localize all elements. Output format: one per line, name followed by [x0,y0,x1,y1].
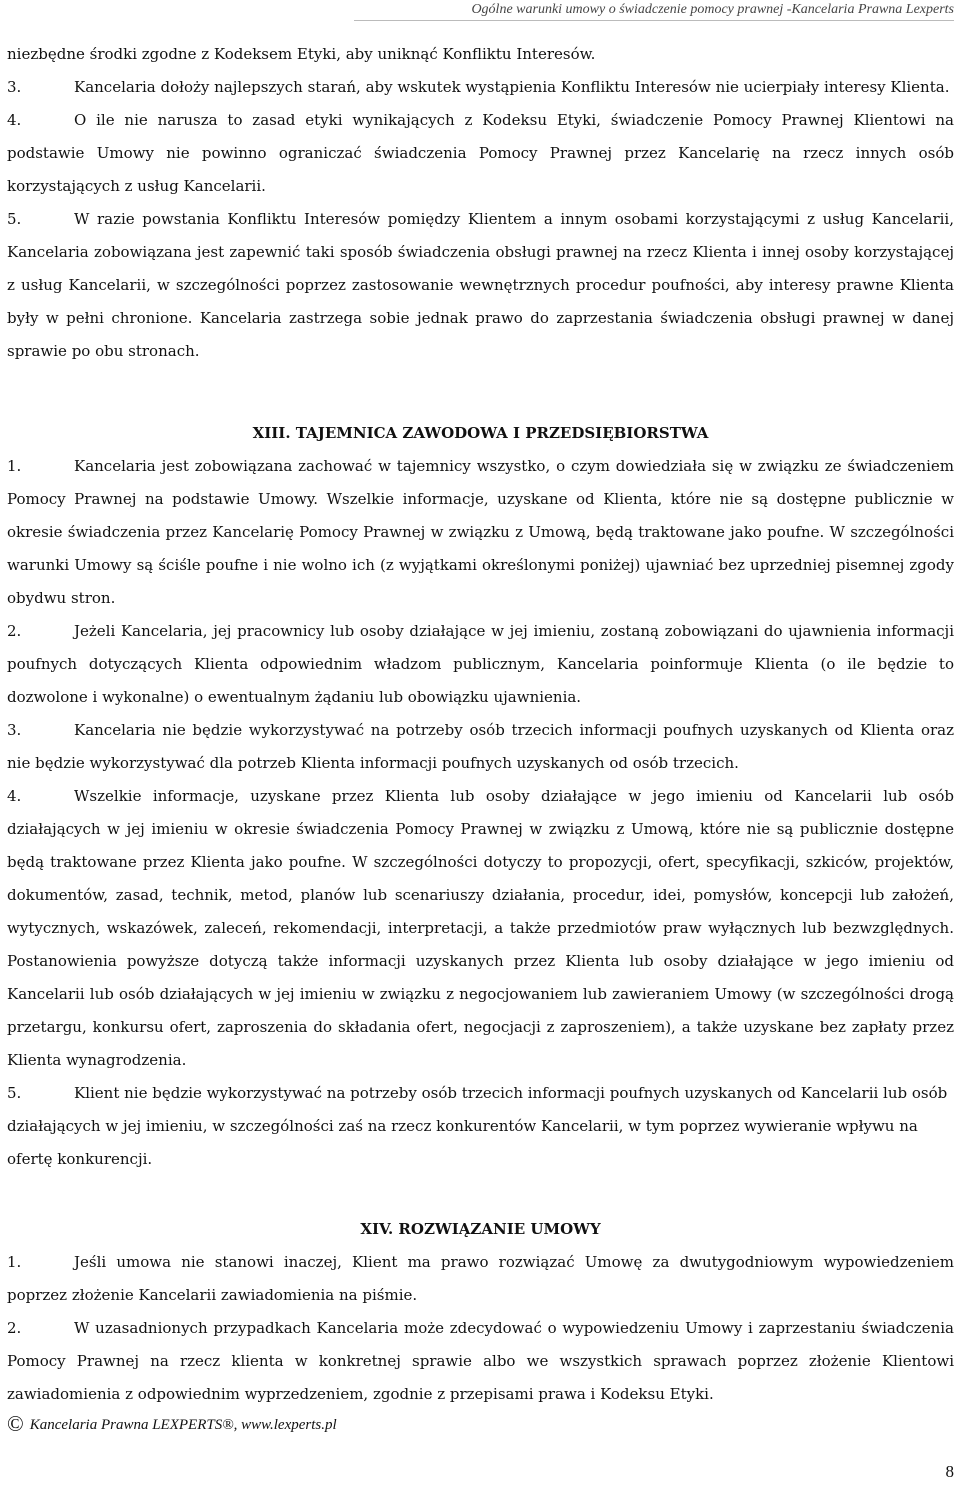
copyright-icon: © [7,1411,24,1436]
item-number: 3. [7,721,22,739]
item-text: W razie powstania Konfliktu Interesów pomiędzy Klientem a innym osobami korzystającymi z usług Kancelarii, Kancelaria zobowiązana jest zapewnić taki sposób świadczenia obsługi prawnej na rzecz Klienta i innej osoby korzystającej z usług Kancelarii, w szczególności poprzez zastosowanie wewnętrznych procedur poufności, aby interesy prawne Klienta były w pełni chronione. Kancelaria zastrzega sobie jednak prawo do zaprzestania świadczenia obsługi prawnej w danej sprawie po obu stronach. [7,210,954,360]
list-item-xiv-2 [7,1312,954,1411]
item-text: O ile nie narusza to zasad etyki wynikających z Kodeksu Etyki, świadczenie Pomocy Prawnej Klientowi na podstawie Umowy nie powinno ograniczać świadczenia Pomocy Prawnej przez Kancelarię na rzecz innych osób korzystających z usług Kancelarii. [7,111,954,195]
list-item-xiii-1 [7,450,954,615]
item-number: 1. [7,457,22,475]
list-item-prev-5 [7,203,954,368]
item-number: 4. [7,111,22,129]
list-item-xiii-2 [7,615,954,714]
item-number: 2. [7,622,22,640]
item-text: Kancelaria jest zobowiązana zachować w tajemnicy wszystko, o czym dowiedziała się w związku ze świadczeniem Pomocy Prawnej na podstawie Umowy. Wszelkie informacje, uzyskane od Klienta, które nie są dostępne publicznie w okresie świadczenia przez Kancelarię Pomocy Prawnej w związku z Umową, będą traktowane jako poufne. W szczególności warunki Umowy są ściśle poufne i nie wolno ich (z wyjątkami określonymi poniżej) ujawniać bez uprzedniej pisemnej zgody obydwu stron. [7,457,954,607]
item-number: 5. [7,210,22,228]
running-header: Ogólne warunki umowy o świadczenie pomocy prawnej -Kancelaria Prawna Lexperts [354,1,954,21]
list-item-xiii-5 [7,1077,954,1176]
item-text: Kancelaria nie będzie wykorzystywać na potrzeby osób trzecich informacji poufnych uzyskanych od Klienta oraz nie będzie wykorzystywać dla potrzeb Klienta informacji poufnych uzyskanych od osób trzecich. [7,721,954,772]
item-number: 1. [7,1253,22,1271]
list-item-xiii-4 [7,780,954,1077]
page-number: 8 [945,1462,954,1481]
continuation-paragraph: niezbędne środki zgodne z Kodeksem Etyki, aby uniknąć Konfliktu Interesów. [7,45,596,63]
item-number: 5. [7,1084,22,1102]
list-item-prev-4 [7,104,954,203]
item-number: 3. [7,78,22,96]
section-heading-xiv: XIV. ROZWIĄZANIE UMOWY [360,1220,601,1238]
item-text: Kancelaria dołoży najlepszych starań, aby wskutek wystąpienia Konfliktu Interesów nie ucierpiały interesy Klienta. [74,78,950,96]
section-spacer [7,1176,954,1213]
list-item-xiv-1 [7,1246,954,1312]
section-spacer [7,368,954,417]
item-text: Klient nie będzie wykorzystywać na potrzeby osób trzecich informacji poufnych uzyskanych od Kancelarii lub osób działających w jej imieniu, w szczególności zaś na rzecz konkurentów Kancelarii, w tym poprzez wywieranie wpływu na ofertę konkurencji. [7,1084,948,1168]
item-text: Jeśli umowa nie stanowi inaczej, Klient ma prawo rozwiązać Umowę za dwutygodniowym wypowiedzeniem poprzez złożenie Kancelarii zawiadomienia na piśmie. [7,1253,954,1304]
item-number: 4. [7,787,22,805]
list-item-prev-3 [7,71,954,104]
list-item-xiii-3 [7,714,954,780]
document-body [7,38,954,1411]
item-text: W uzasadnionych przypadkach Kancelaria może zdecydować o wypowiedzeniu Umowy i zaprzestaniu świadczenia Pomocy Prawnej na rzecz klienta w konkretnej sprawie albo we wszystkich sprawach poprzez złożenie Klientowi zawiadomienia z odpowiednim wyprzedzeniem, zgodnie z przepisami prawa i Kodeksu Etyki. [7,1319,954,1403]
item-text: Jeżeli Kancelaria, jej pracownicy lub osoby działające w jej imieniu, zostaną zobowiązani do ujawnienia informacji poufnych dotyczących Klienta odpowiednim władzom publicznym, Kancelaria poinformuje Klienta (o ile będzie to dozwolone i wykonalne) o ewentualnym żądaniu lub obowiązku ujawnienia. [7,622,954,706]
item-number: 2. [7,1319,22,1337]
page-footer [7,1413,337,1436]
section-heading-xiii: XIII. TAJEMNICA ZAWODOWA I PRZEDSIĘBIORSTWA [252,424,709,442]
item-text: Wszelkie informacje, uzyskane przez Klienta lub osoby działające w jego imieniu od Kancelarii lub osób działających w jej imieniu w okresie świadczenia Pomocy Prawnej w związku z Umową, które nie są publicznie dostępne będą traktowane przez Klienta jako poufne. W szczególności dotyczy to propozycji, ofert, specyfikacji, szkiców, projektów, dokumentów, zasad, technik, metod, planów lub scenariuszy działania, procedur, idei, pomysłów, koncepcji lub założeń, wytycznych, wskazówek, zaleceń, rekomendacji, interpretacji, a także przedmiotów praw wyłącznych lub bezwzględnych. Postanowienia powyższe dotyczą także informacji uzyskanych przez Klienta lub osoby działające w jego imieniu od Kancelarii lub osób działających w jej imieniu w związku z negocjowaniem lub zawieraniem Umowy (w szczególności drogą przetargu, konkursu ofert, zaproszenia do składania ofert, negocjacji z zaproszeniem), a także uzyskane bez zapłaty przez Klienta wynagrodzenia. [7,787,954,1069]
footer-text: Kancelaria Prawna LEXPERTS®, www.lexperts.pl [29,1417,337,1433]
